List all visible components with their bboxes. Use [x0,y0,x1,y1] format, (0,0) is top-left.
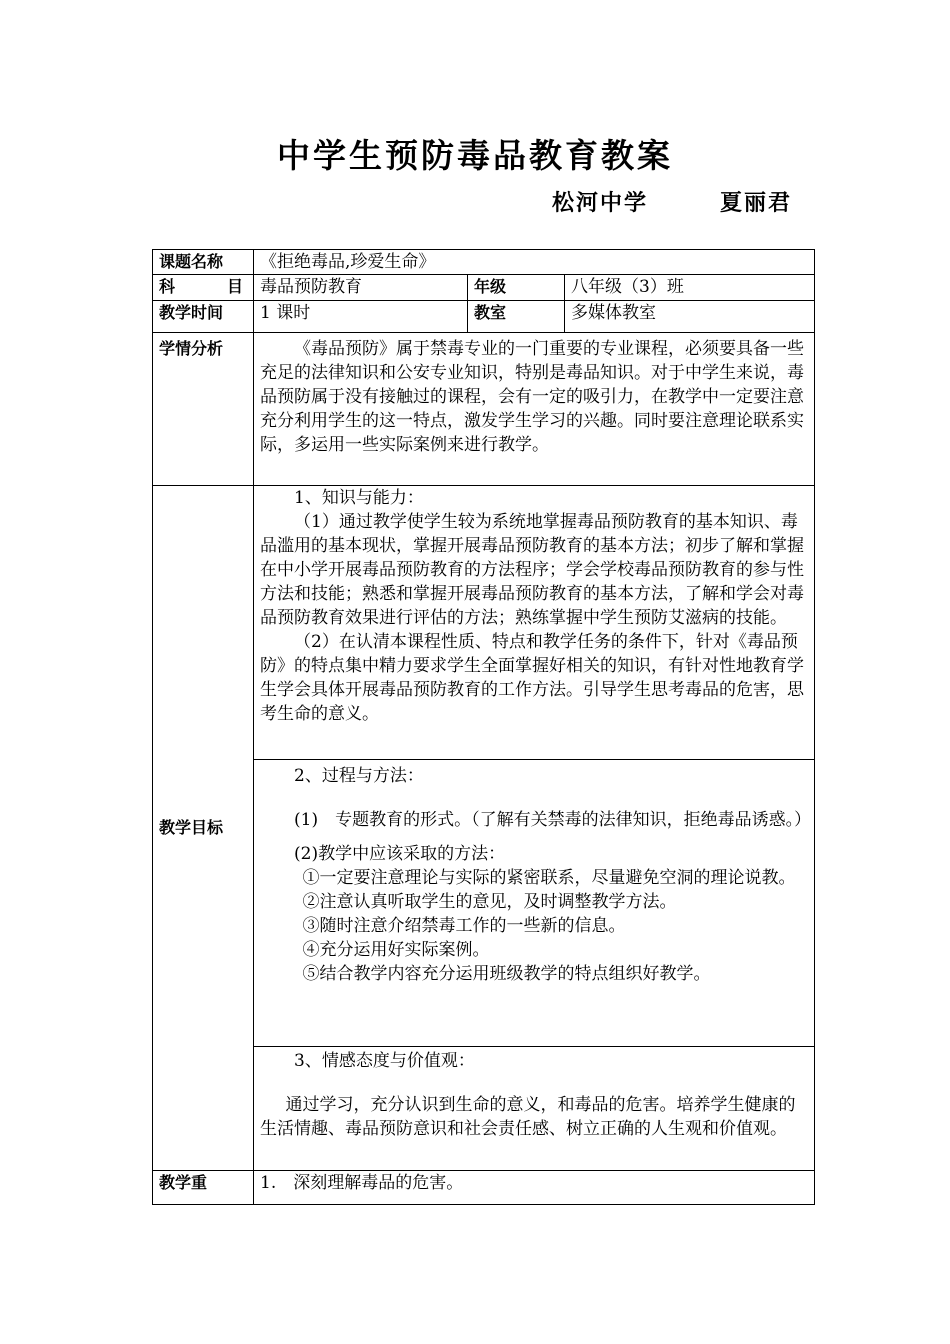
time-value: 1 课时 [254,301,468,333]
goal1-heading: 1、知识与能力： [294,488,424,508]
key-points-label: 教学重 [153,1171,254,1205]
school-name: 松河中学 [552,190,649,216]
time-row [153,301,815,333]
analysis-row [153,333,815,486]
goal2-item-3: ③随时注意介绍禁毒工作的一些新的信息。 [302,916,626,936]
goal2-paragraph-1: (1) 专题教育的形式。（了解有关禁毒的法律知识，拒绝毒品诱惑。） [294,810,812,830]
goal2-heading: 2、过程与方法： [294,766,424,786]
lesson-plan-table [152,249,815,1205]
goal2-item-5: ⑤结合教学内容充分运用班级教学的特点组织好教学。 [302,964,711,984]
topic-value: 《拒绝毒品,珍爱生命》 [254,250,815,275]
goal2-item-1: ①一定要注意理论与实际的紧密联系，尽量避免空洞的理论说教。 [302,868,796,888]
room-label: 教室 [468,301,565,333]
goal1-paragraph-2: （2）在认清本课程性质、特点和教学任务的条件下，针对《毒品预防》的特点集中精力要求学生全面掌握好相关的知识，有针对性地教育学生学会具体开展毒品预防教育的工作方法。引导学生思考毒品的危害，思考生命的意义。 [260,632,804,724]
goal1-cell [254,486,815,760]
author-name: 夏丽君 [720,190,793,216]
document-title: 中学生预防毒品教育教案 [277,136,673,175]
analysis-text: 《毒品预防》属于禁毒专业的一门重要的专业课程，必须要具备一些充足的法律知识和公安专业知识，特别是毒品知识。对于中学生来说，毒品预防属于没有接触过的课程，会有一定的吸引力，在教学中一定要注意充分利用学生的这一特点，激发学生学习的兴趣。同时要注意理论联系实际，多运用一些实际案例来进行教学。 [260,339,804,455]
goal3-heading: 3、情感态度与价值观： [294,1051,475,1071]
grade-label: 年级 [468,275,565,301]
room-value: 多媒体教室 [565,301,815,333]
subject-row [153,275,815,301]
goal3-cell [254,1047,815,1171]
goals-label: 教学目标 [153,486,254,1171]
topic-row [153,250,815,275]
subject-value: 毒品预防教育 [254,275,468,301]
goals-row-1 [153,486,815,760]
goal1-paragraph-1: （1）通过教学使学生较为系统地掌握毒品预防教育的基本知识、毒品滥用的基本现状，掌握开展毒品预防教育的基本方法；初步了解和掌握在中小学开展毒品预防教育的方法程序；学会学校毒品预防教育的参与性方法和技能；熟悉和掌握开展毒品预防教育的基本方法，了解和学会对毒品预防教育效果进行评估的方法；熟练掌握中学生预防艾滋病的技能。 [260,512,804,628]
grade-value: 八年级（3）班 [565,275,815,301]
analysis-label: 学情分析 [153,333,254,486]
subject-label-text: 科 目 [159,277,262,296]
goal2-cell [254,760,815,1047]
document-byline [552,186,792,217]
goal2-item-2: ②注意认真听取学生的意见，及时调整教学方法。 [302,892,677,912]
topic-label: 课题名称 [153,250,254,275]
goal2-paragraph-2: (2)教学中应该采取的方法： [294,844,506,864]
time-label: 教学时间 [153,301,254,333]
subject-label [153,275,262,301]
key-points-item: 1. 深刻理解毒品的危害。 [254,1171,815,1205]
analysis-cell [254,333,815,486]
goal3-paragraph: 通过学习，充分认识到生命的意义，和毒品的危害。培养学生健康的生活情趣、毒品预防意识和社会责任感、树立正确的人生观和价值观。 [260,1095,796,1139]
goal2-item-4: ④充分运用好实际案例。 [302,940,490,960]
key-points-row [153,1171,815,1205]
